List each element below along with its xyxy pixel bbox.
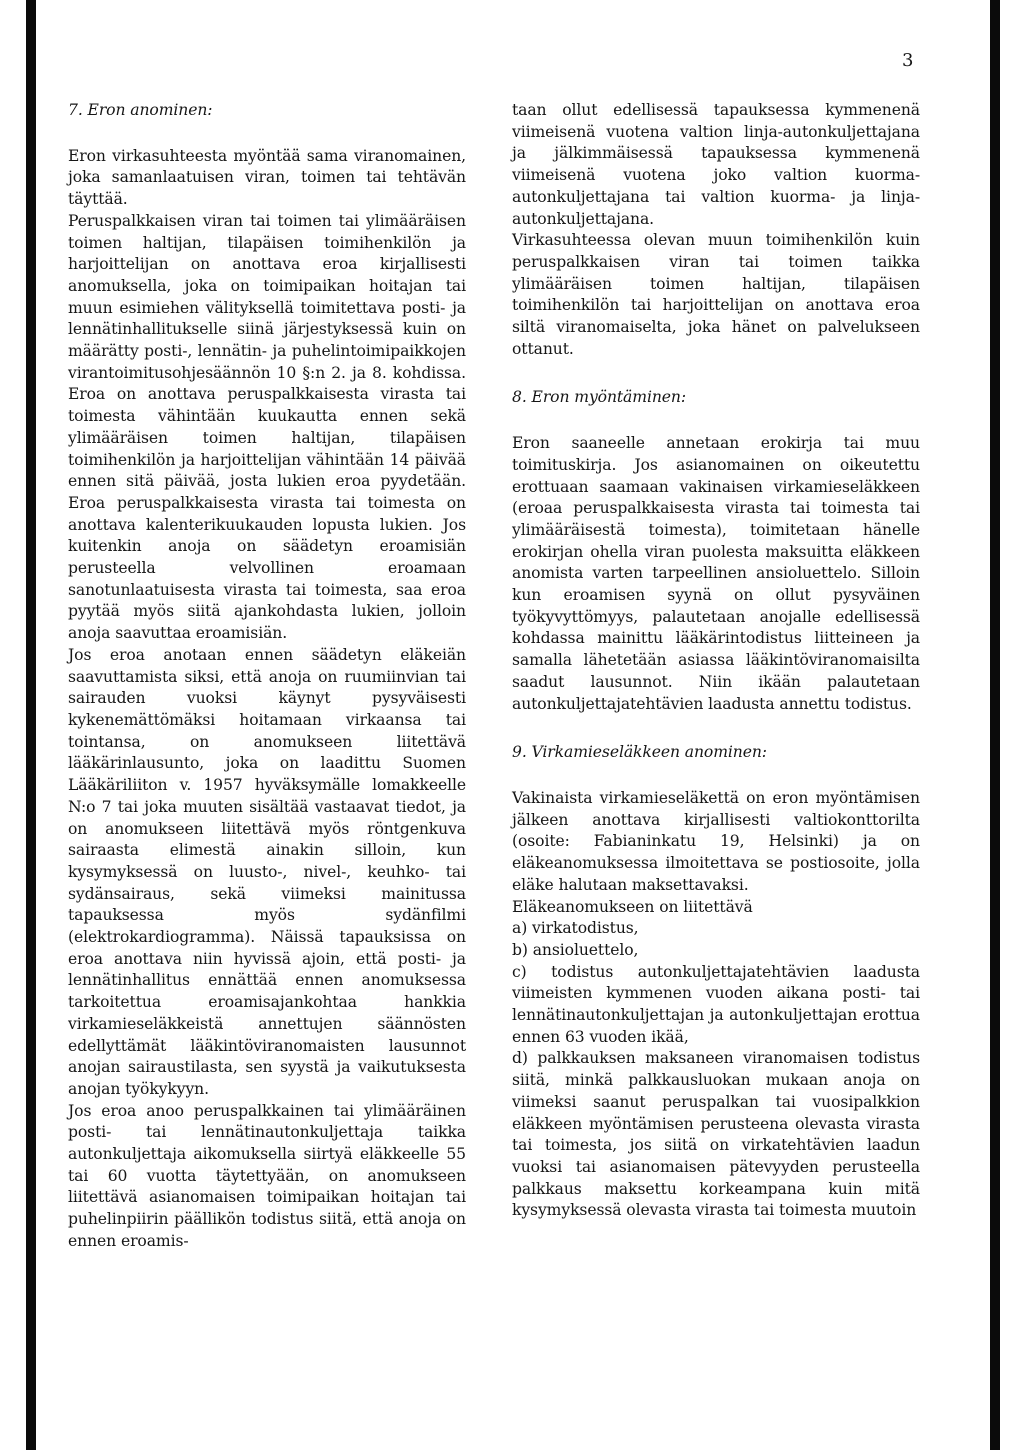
paragraph: Eron virkasuhteesta myöntää sama viranomainen, joka samanlaatuisen viran, toimen tai tehtävän täyttää. (68, 146, 466, 209)
section-heading-9: 9. Virkamieseläkkeen anominen: (512, 743, 767, 762)
paragraph: Jos eroa anoo peruspalkkainen tai ylimääräinen posti- tai lennätinautonkuljettaja taikka autonkuljettaja aikomuksella siirtyä eläkkeelle 55 tai 60 vuotta täytettyään, on anomukseen liitettävä asianomaisen toimipaikan hoitajan tai puhelinpiirin päällikön todistus siitä, että anoja on ennen eroamis- (68, 1101, 466, 1250)
page-number: 3 (902, 50, 914, 71)
list-item: c) todistus autonkuljettajatehtävien laadusta viimeisten kymmenen vuoden aikana posti- tai lennätinautonkuljettajan ja autonkuljettajan erottua ennen 63 vuoden ikää, (512, 962, 920, 1046)
right-column (512, 100, 920, 1222)
section-heading-8: 8. Eron myöntäminen: (512, 388, 686, 407)
list-item: b) ansioluettelo, (512, 940, 639, 959)
list-item: d) palkkauksen maksaneen viranomaisen todistus siitä, minkä palkkausluokan mukaan anoja on viimeksi saanut peruspalkan tai vuosipalkkion eläkkeen myöntämisen perusteena olevasta virasta tai toimesta, jos siitä on virkatehtävien laadun vuoksi tai asianomaisen pätevyyden perusteella palkkaus maksettu korkeampana kuin mitä kysymyksessä olevasta virasta tai toimesta muutoin (512, 1049, 920, 1220)
list-item: a) virkatodistus, (512, 919, 639, 938)
paragraph: taan ollut edellisessä tapauksessa kymmenenä viimeisenä vuotena valtion linja-autonkuljettajana ja jälkimmäisessä tapauksessa kymmenenä viimeisenä vuotena joko valtion kuorma-autonkuljettajana tai valtion kuorma- ja linja-autonkuljettajana. (512, 101, 920, 228)
paragraph: Peruspalkkaisen viran tai toimen tai ylimääräisen toimen haltijan, tilapäisen toimihenkilön ja harjoittelijan on anottava eroa kirjallisesti anomuksella, joka on toimipaikan hoitajan tai muun esimiehen välityksellä toimitettava posti- ja lennätinhallitukselle siinä järjestyksessä kuin on määrätty posti-, lennätin- ja puhelintoimipaikkojen virantoimitusohjesäännön 10 §:n 2. ja 8. kohdissa. Eroa on anottava peruspalkkaisesta virasta tai toimesta vähintään kuukautta ennen sekä ylimääräisen toimen haltijan, tilapäisen toimihenkilön ja harjoittelijan vähintään 14 päivää ennen sitä päivää, josta lukien eroa pyydetään. Eroa peruspalkkaisesta virasta tai toimesta on anottava kalenterikuukauden lopusta lukien. Jos kuitenkin anoja on säädetyn eroamisiän perusteella velvollinen eroamaan sanotunlaatuisesta virasta tai toimesta, saa eroa pyytää myös siitä ajankohdasta lukien, jolloin anoja saavuttaa eroamisiän. (68, 211, 466, 643)
paragraph: Vakinaista virkamieseläkettä on eron myöntämisen jälkeen anottava kirjallisesti valtiokonttorilta (osoite: Fabianinkatu 19, Helsinki) ja on eläkeanomuksessa ilmoitettava se postiosoite, jolla eläke halutaan maksettavaksi. (512, 788, 920, 894)
paragraph: Jos eroa anotaan ennen säädetyn eläkeiän saavuttamista siksi, että anoja on ruumiinvian tai sairauden vuoksi käynyt pysyväisesti kykenemättömäksi hoitamaan virkaansa tai tointansa, on anomukseen liitettävä lääkärinlausunto, joka on laadittu Suomen Lääkäriliiton v. 1957 hyväksymälle lomakkeelle N:o 7 tai joka muuten sisältää vastaavat tiedot, ja on anomukseen liitettävä myös röntgenkuva sairaasta elimestä ainakin silloin, kun kysymyksessä on luusto-, nivel-, keuhko- tai sydänsairaus, sekä viimeksi mainitussa tapauksessa myös sydänfilmi (elektrokardiogramma). Näissä tapauksissa on eroa anottava niin hyvissä ajoin, että posti- ja lennätinhallitus ennättää ennen anomuksessa tarkoitettua eroamisajankohtaa hankkia virkamieseläkkeistä annettujen säännösten edellyttämät lääkintöviranomaisten lausunnot anojan sairaustilasta, sen syystä ja vaikutuksesta anojan työkykyyn. (68, 645, 466, 1098)
list-intro: Eläkeanomukseen on liitettävä (512, 897, 753, 916)
scan-edge-right (990, 0, 1000, 1450)
paragraph: Virkasuhteessa olevan muun toimihenkilön kuin peruspalkkaisen viran tai toimen taikka ylimääräisen toimen haltijan, tilapäisen toimihenkilön tai harjoittelijan on anottava eroa siltä viranomaiselta, joka hänet on palvelukseen ottanut. (512, 231, 920, 358)
left-column (68, 100, 466, 1253)
scan-edge-left (26, 0, 36, 1450)
paragraph: Eron saaneelle annetaan erokirja tai muu toimituskirja. Jos asianomainen on oikeutettu erottuaan saamaan vakinaisen virkamieseläkkeen (eroaa peruspalkkaisesta virasta tai toimesta tai ylimääräisestä toimesta), toimitetaan hänelle erokirjan ohella viran puolesta maksuitta eläkkeen anomista varten tarpeellinen ansioluettelo. Silloin kun eroamisen syynä on ollut pysyväinen työkyvyttömyys, palautetaan anojalle edellisessä kohdassa mainittu lääkärintodistus liitteineen ja samalla lähetetään asiassa lääkintöviranomaisilta saadut lausunnot. Niin ikään palautetaan autonkuljettajatehtävien laadusta annettu todistus. (512, 434, 920, 713)
section-heading-7: 7. Eron anominen: (68, 101, 213, 119)
